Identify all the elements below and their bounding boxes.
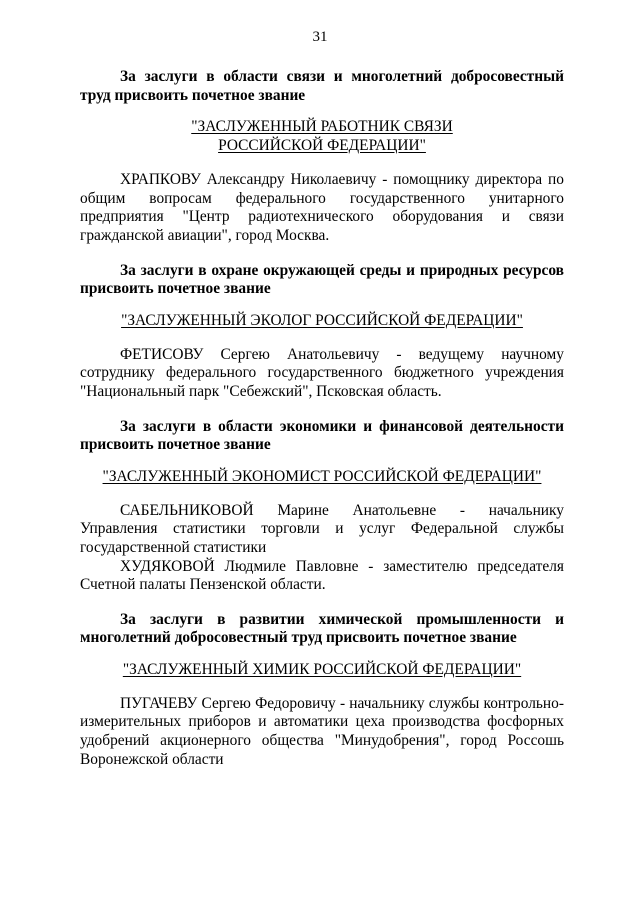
awardee-paragraph: ПУГАЧЕВУ Сергею Федоровичу - начальнику службы контрольно-измерительных приборов и автоматики цеха производства фосфорных удобрений акционерного общества "Минудобрения", город Россошь Воронежской области bbox=[80, 694, 564, 768]
section-heading: За заслуги в области связи и многолетний добросовестный труд присвоить почетное звание bbox=[80, 68, 564, 104]
document-body bbox=[80, 68, 564, 769]
page-number: 31 bbox=[312, 29, 328, 45]
award-title-line: "ЗАСЛУЖЕННЫЙ ХИМИК РОССИЙСКОЙ ФЕДЕРАЦИИ" bbox=[122, 660, 522, 678]
award-title bbox=[80, 660, 564, 679]
award-title bbox=[80, 467, 564, 486]
awardee-paragraph: ХРАПКОВУ Александру Николаевичу - помощнику директора по общим вопросам федерального государственного унитарного предприятия "Центр радиотехнического оборудования и связи гражданской авиации", город Москва. bbox=[80, 171, 564, 244]
section-heading: За заслуги в развитии химической промышленности и многолетний добросовестный труд присвоить почетное звание bbox=[80, 610, 564, 647]
awardee-paragraph: САБЕЛЬНИКОВОЙ Марине Анатольевне - начальнику Управления статистики торговли и услуг Федеральной службы государственной статистики bbox=[80, 501, 564, 556]
award-title-line: РОССИЙСКОЙ ФЕДЕРАЦИИ" bbox=[218, 137, 426, 155]
award-title bbox=[80, 311, 564, 330]
section-heading: За заслуги в области экономики и финансовой деятельности присвоить почетное звание bbox=[80, 417, 564, 454]
award-title bbox=[80, 117, 564, 155]
awardee-paragraph: ХУДЯКОВОЙ Людмиле Павловне - заместителю председателя Счетной палаты Пензенской области. bbox=[80, 557, 564, 594]
award-title-line: "ЗАСЛУЖЕННЫЙ ЭКОЛОГ РОССИЙСКОЙ ФЕДЕРАЦИИ" bbox=[121, 311, 523, 329]
award-title-line: "ЗАСЛУЖЕННЫЙ РАБОТНИК СВЯЗИ bbox=[191, 118, 453, 136]
awardee-paragraph: ФЕТИСОВУ Сергею Анатольевичу - ведущему научному сотруднику федерального государственного бюджетного учреждения "Национальный парк "Себежский", Псковская область. bbox=[80, 345, 564, 400]
section-heading: За заслуги в охране окружающей среды и природных ресурсов присвоить почетное звание bbox=[80, 261, 564, 298]
award-title-line: "ЗАСЛУЖЕННЫЙ ЭКОНОМИСТ РОССИЙСКОЙ ФЕДЕРАЦИИ" bbox=[102, 467, 542, 485]
